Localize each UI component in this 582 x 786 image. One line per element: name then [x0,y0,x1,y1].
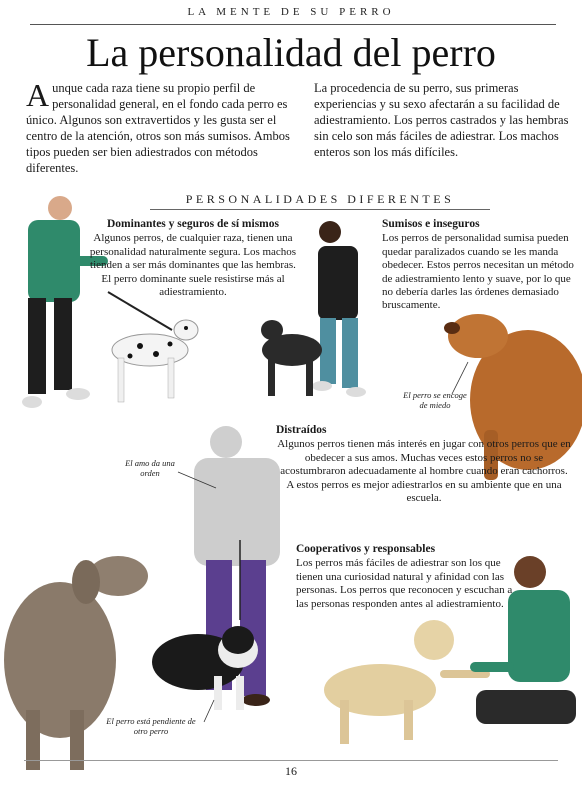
caption-cowers: El perro se encoge de miedo [403,390,467,410]
dominant-heading: Dominantes y seguros de sí mismos [107,218,279,230]
page-title: La personalidad del perro [86,30,496,75]
distracted-box [276,424,572,505]
woman-figure [312,221,366,397]
page-number: 16 [285,764,297,778]
distracted-heading: Distraídos [276,424,327,436]
caption-owner-order: El amo da una orden [125,458,175,478]
drop-cap: A [26,77,50,113]
dominant-box [84,218,302,299]
cooperative-heading: Cooperativos y responsables [296,543,436,555]
caption-pointer [204,700,214,722]
section-heading: PERSONALIDADES DIFERENTES [185,192,455,206]
border-collie-dog [152,626,258,710]
intro-right-column: La procedencia de su perro, sus primeras experiencias y su sexo afectarán a su facilidad de adiestramiento. Los perros castrados y las hembras sin celo son más fáciles de adiestrar. Los machos enteros son los más difíciles. [314,81,569,159]
labrador-dog [324,620,490,744]
submissive-heading: Sumisos e inseguros [382,218,480,230]
dalmatian-dog [112,320,198,402]
running-head: LA MENTE DE SU PERRO [187,6,395,18]
submissive-text: Los perros de personalidad sumisa pueden quedar paralizados cuando se les manda obedecer. Estos perros necesitan un método de adiestramiento lento y suave, por lo que no debería darles las órdenes demasiado bruscamente. [382,232,574,312]
cooperative-text: Los perros más fáciles de adiestrar son los que tienen una curiosidad natural y afinidad con las personas. Los perros que reconocen y escuchan a las personas responden antes al adiestramiento. [296,557,513,610]
footer-rule [24,760,558,761]
distracted-text: Algunos perros tienen más interés en jugar con otros perros que en obedecer a sus amos. Muchas veces estos perros no se acostumbraron adecuadamente al hombre cuando eran cachorros. A estos perros es mejor adiestrarlos en su ambiente que en una escuela. [277,438,571,505]
caption-dog-waiting: El perro está pendiente de otro perro [106,716,196,736]
dominant-text: Algunos perros, de cualquier raza, tienen una personalidad naturalmente segura. Los machos tienden a ser más dominantes que las hembras. El perro dominante suele resistirse más al adiestramiento. [89,232,297,299]
intro-left-text: unque cada raza tiene su propio perfil de personalidad general, en el fondo cada perro es único. Algunos son extravertidos y les gusta ser el centro de la atención, otros son más sumisos. Ambos tipos pueden ser bien adiestrados con métodos diferentes. [26,81,290,175]
black-dog [261,320,322,396]
cooperative-box [296,543,516,611]
weimaraner-dog [4,556,148,770]
submissive-box [382,218,580,313]
